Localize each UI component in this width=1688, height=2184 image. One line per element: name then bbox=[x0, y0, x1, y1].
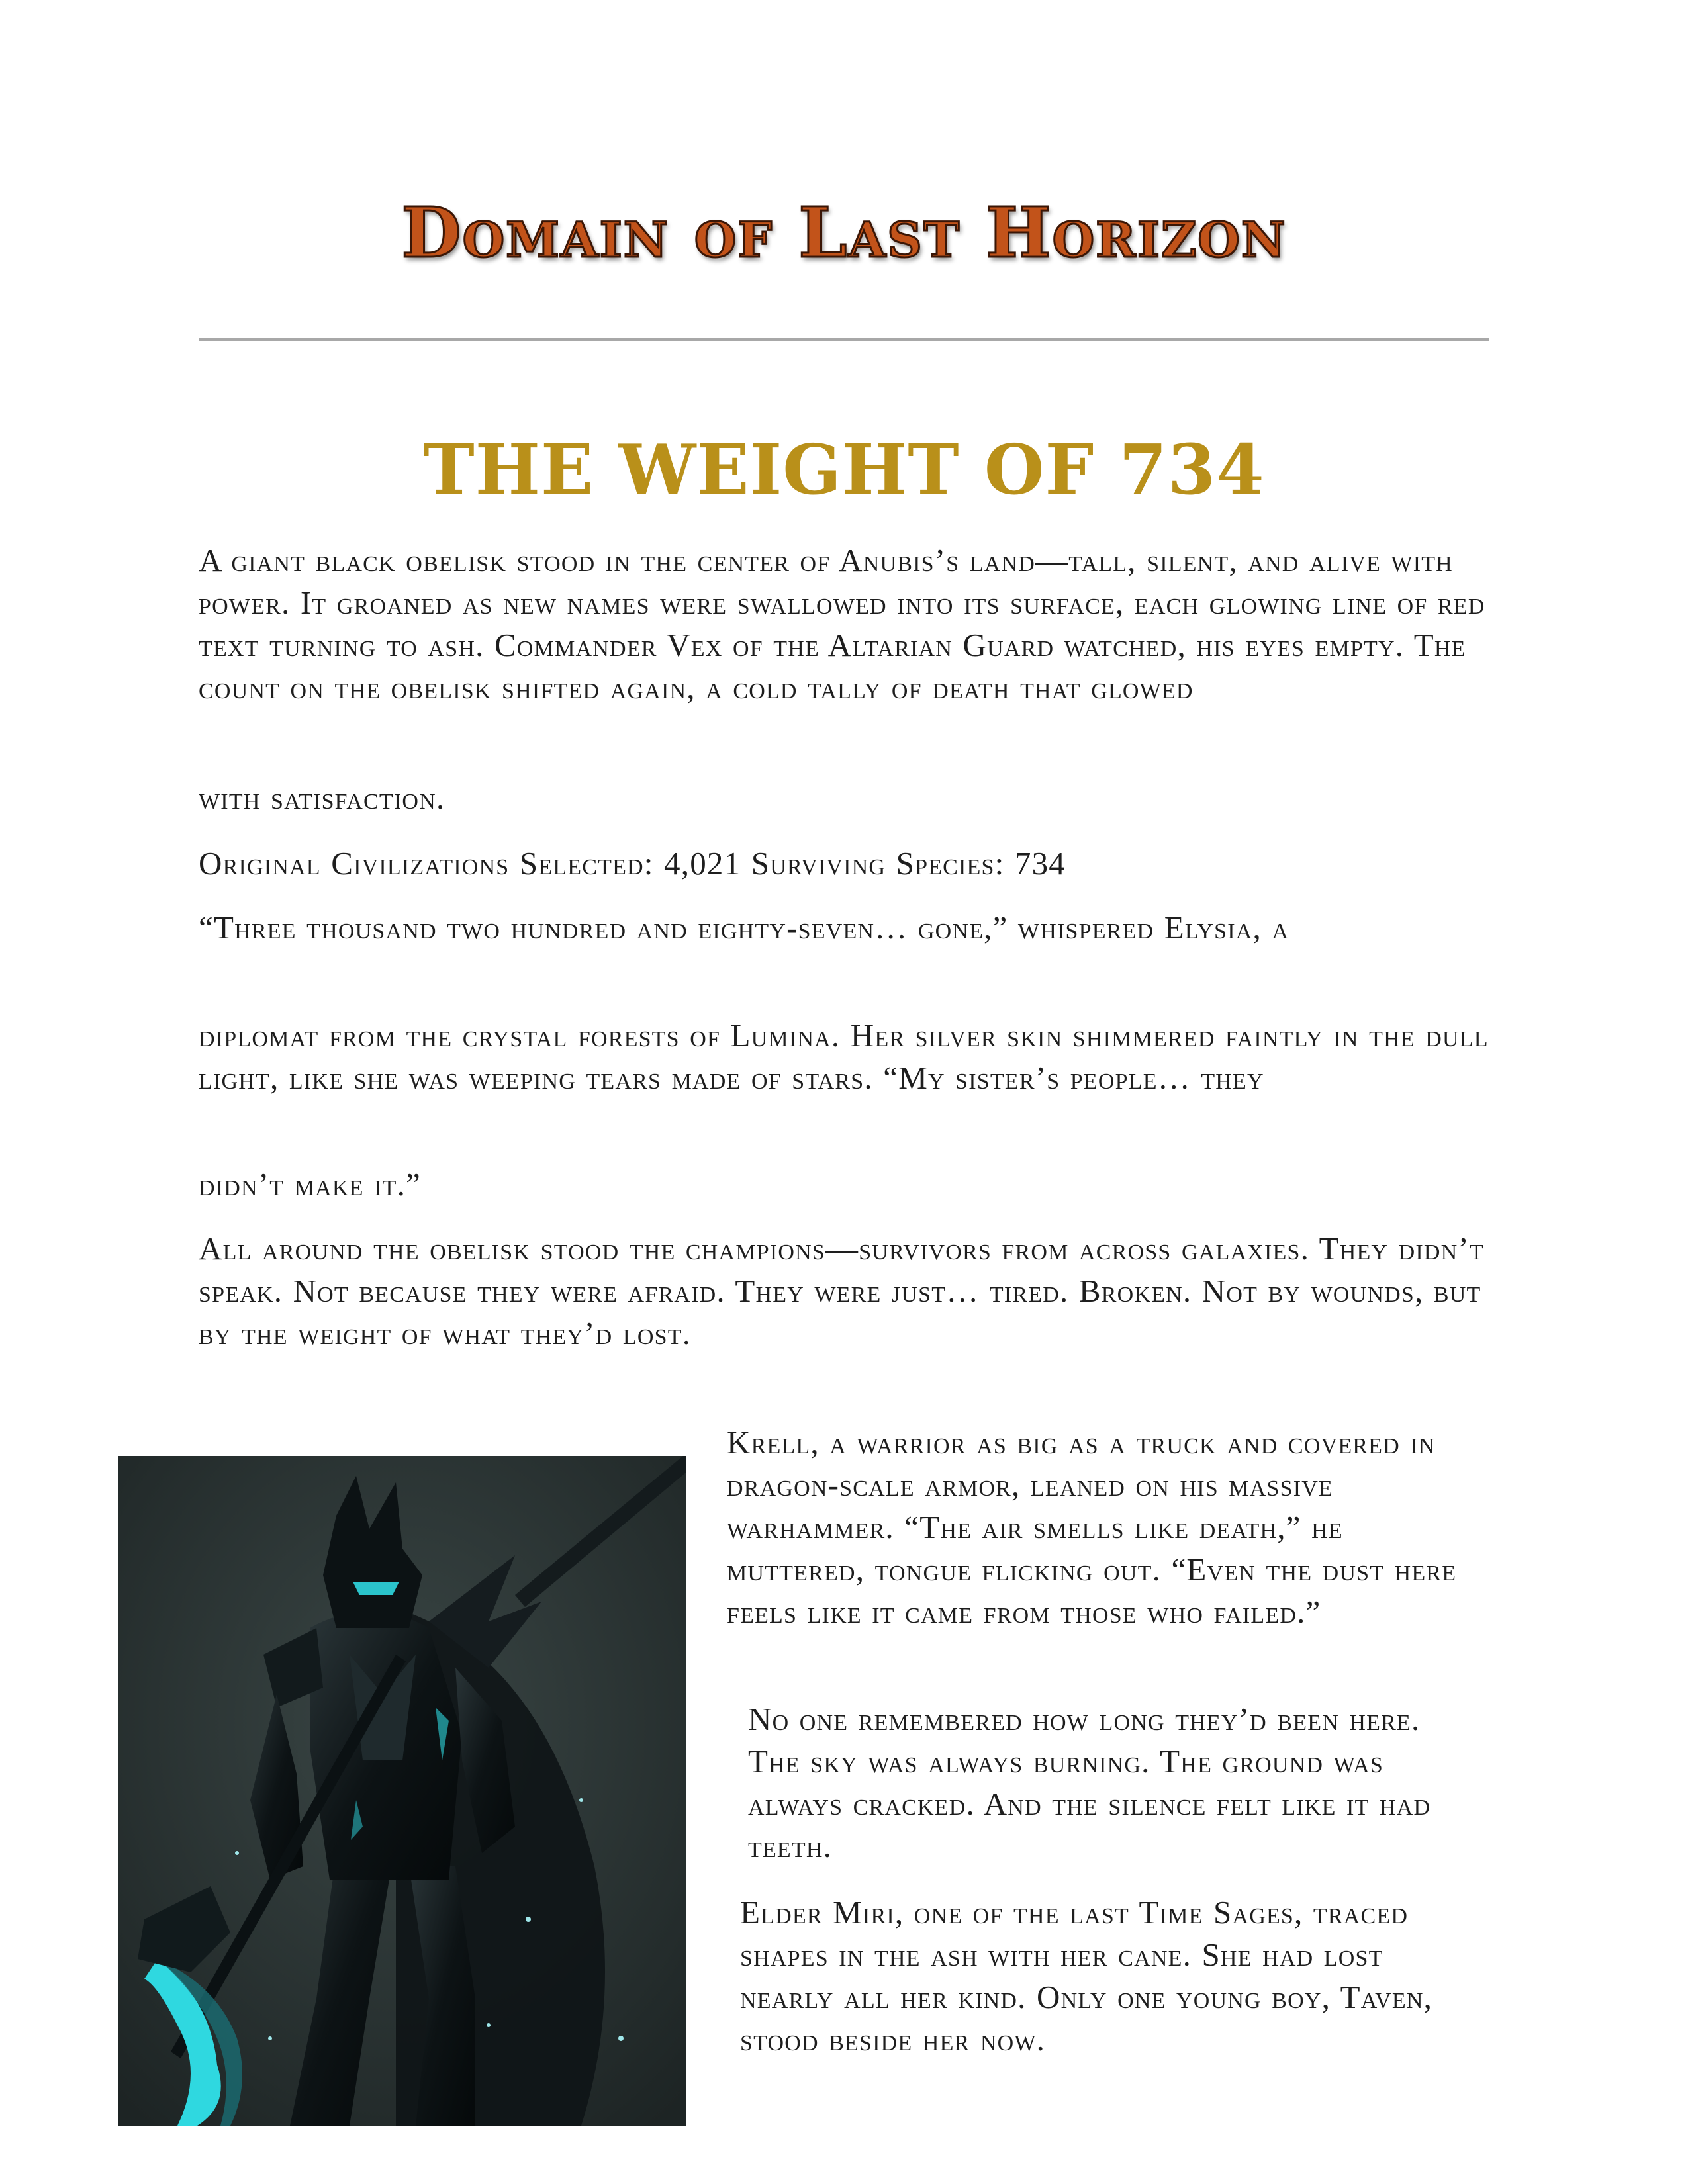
paragraph-elder-miri: Elder Miri, one of the last Time Sages, traced shapes in the ash with her cane. She had lost nearly all her kind. Only one young boy, Taven, stood beside her now. bbox=[740, 1894, 1433, 2058]
paragraph-champions: All around the obelisk stood the champions—survivors from across galaxies. They didn’t speak. Not because they were afraid. They were just… tired. Broken. Not by wounds, but by the weight of what they’d lost. bbox=[199, 1230, 1484, 1351]
paragraph-satisfaction: with satisfaction. bbox=[199, 780, 445, 816]
paragraph-civilization-count: Original Civilizations Selected: 4,021 Surviving Species: 734 bbox=[199, 845, 1066, 882]
paragraph-obelisk: A giant black obelisk stood in the center of Anubis’s land—tall, silent, and alive with power. It groaned as new names were swallowed into its surface, each glowing line of red text turning to ash. Commander Vex of the Altarian Guard watched, his eyes empty. The count on the obelisk shifted again, a cold tally of death that glowed bbox=[199, 542, 1485, 705]
story-title: THE WEIGHT OF 734 bbox=[423, 429, 1265, 510]
header-divider bbox=[199, 338, 1489, 341]
document-header-title: Domain of Last Horizon bbox=[401, 192, 1287, 273]
paragraph-diplomat: diplomat from the crystal forests of Lumina. Her silver skin shimmered faintly in the dull light, like she was weeping tears made of stars. “My sister’s people… they bbox=[199, 1017, 1489, 1096]
paragraph-elysia-quote: “Three thousand two hundred and eighty-seven… gone,” whispered Elysia, a bbox=[199, 909, 1289, 946]
paragraph-silence: No one remembered how long they’d been here. The sky was always burning. The ground was always cracked. And the silence felt like it had teeth. bbox=[748, 1701, 1431, 1864]
paragraph-didnt-make-it: didn’t make it.” bbox=[199, 1166, 421, 1203]
paragraph-krell: Krell, a warrior as big as a truck and covered in dragon-scale armor, leaned on his massive warhammer. “The air smells like death,” he muttered, tongue flicking out. “Even the dust here feels like it came from those who failed.” bbox=[727, 1424, 1457, 1630]
armored-knight-illustration bbox=[118, 1456, 686, 2126]
